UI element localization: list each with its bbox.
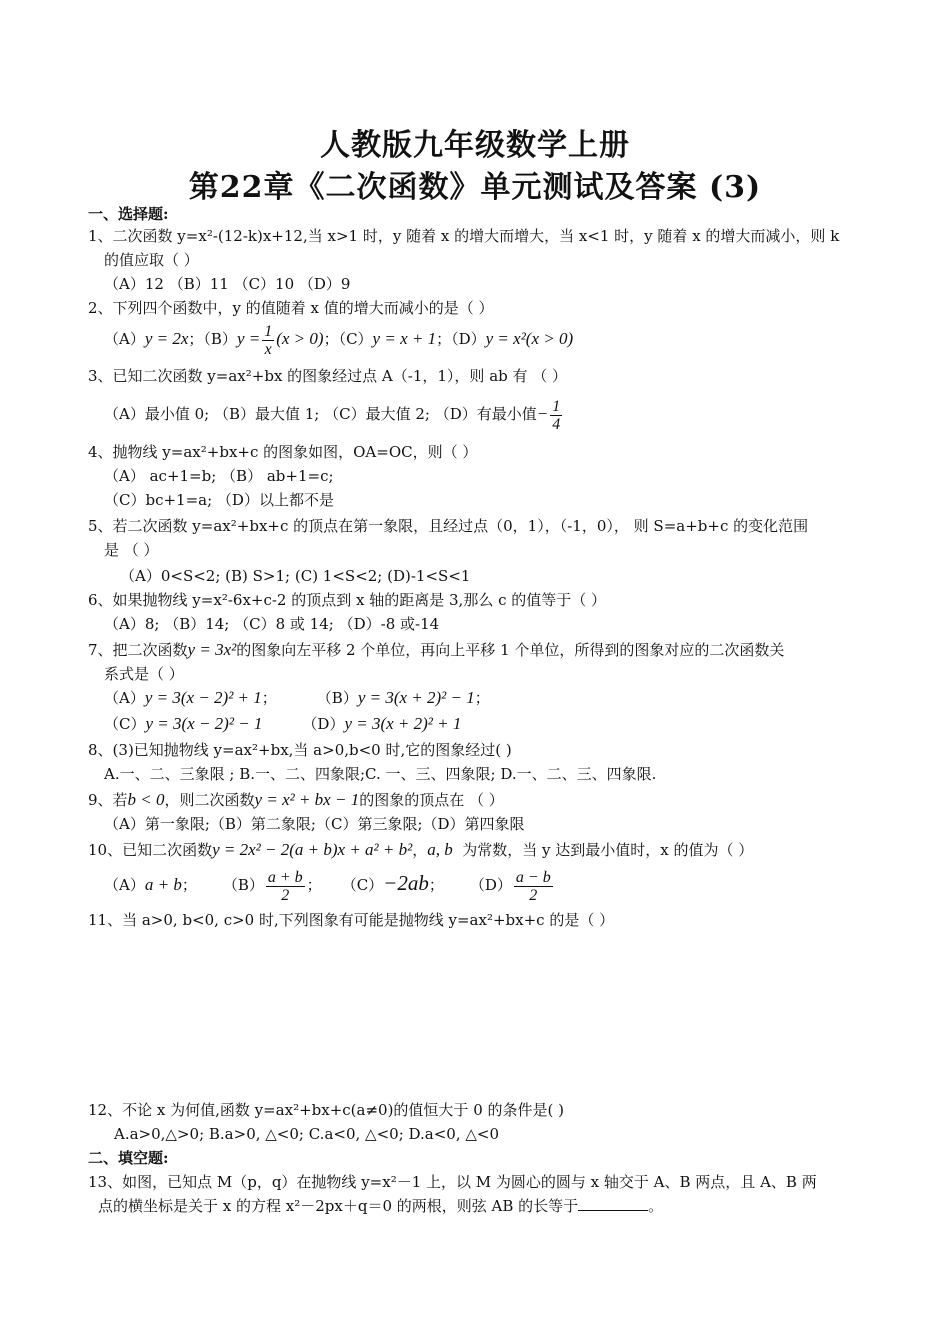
q9-mid: ，则二次函数: [164, 791, 255, 809]
q10-b-fraction: [266, 869, 305, 904]
q10-d-label: （D）: [469, 876, 512, 894]
q2-b-fraction: [262, 323, 274, 358]
q10-d-den: 2: [529, 886, 538, 904]
q5-text: 5、若二次函数 y=ax²+bx+c 的顶点在第一象限，且经过点（0，1），（-1，0）， 则 S=a+b+c 的变化范围: [88, 517, 809, 535]
q7-a-sep: ；: [261, 689, 277, 707]
q1-text-cont: 的值应取（ ）: [104, 251, 199, 269]
q13-text-cont-row: [98, 1196, 663, 1216]
q4-options-cd: （C）bc+1=a; （D）以上都不是: [104, 491, 334, 509]
q5-text-cont: 是 （ ）: [104, 541, 159, 559]
q2-text: 2、下列四个函数中，y 的值随着 x 值的增大而减小的是（ ）: [88, 299, 494, 317]
q7-text-cont: 系式是（ ）: [104, 665, 184, 683]
q10-b-num: a + b: [267, 868, 303, 886]
q13-text: 13、如图，已知点 M（p，q）在抛物线 y=x²－1 上，以 M 为圆心的圆与 x 轴交于 A、B 两点，且 A、B 两: [88, 1173, 817, 1191]
q10-options: [104, 864, 555, 904]
q2-b-den: x: [264, 340, 272, 358]
q7-a-label: （A）: [104, 689, 145, 707]
q9-text: [88, 788, 504, 812]
q10-b-sep: ；: [306, 876, 322, 894]
q5-options: （A）0<S<2; (B) S>1; (C) 1<S<2; (D)-1<S<1: [120, 567, 471, 585]
doc-title-line2: 第22章《二次函数》单元测试及答案 (3): [188, 170, 762, 205]
q2-b-label: ；（B）: [188, 330, 237, 348]
q7-text-pre: 7、把二次函数: [88, 641, 188, 659]
q10-expr: y = 2x² − 2(a + b)x + a² + b²: [212, 840, 413, 859]
q8-text: 8、(3)已知抛物线 y=ax²+bx,当 a>0,b<0 时,它的图象经过( ): [88, 741, 512, 759]
q10-c-sep: ；: [428, 876, 444, 894]
doc-title-line1: 人教版九年级数学上册: [320, 128, 630, 163]
q9-options: （A）第一象限;（B）第二象限;（C）第三象限;（D）第四象限: [104, 815, 525, 833]
q10-a-label: （A）: [104, 876, 145, 894]
q2-b-pre: y =: [236, 329, 261, 348]
q3-minus: −: [536, 404, 549, 423]
q11-text: 11、当 a>0, b<0, c>0 时,下列图象有可能是抛物线 y=ax²+bx+c 的是（ ）: [88, 911, 615, 929]
q2-c-label: ；（C）: [323, 330, 373, 348]
q7-d-expr: y = 3(x + 2)² + 1: [344, 714, 462, 733]
q7-c-expr: y = 3(x − 2)² − 1: [145, 714, 263, 733]
q2-d-label: ；（D）: [436, 330, 486, 348]
q7-b-expr: y = 3(x + 2)² − 1: [357, 688, 475, 707]
q3-options-row: [104, 396, 564, 433]
q10-d-num: a − b: [515, 868, 551, 886]
q7-options-ab: [104, 686, 490, 710]
q12-options: A.a>0,△>0; B.a>0, △<0; C.a<0, △<0; D.a<0, △<0: [114, 1125, 500, 1143]
q2-c-expr: y = x + 1: [372, 329, 437, 348]
q7-b-sep: ；: [474, 689, 490, 707]
q7-c-label: （C）: [104, 715, 146, 733]
q2-b-post: (x > 0): [276, 329, 324, 348]
q10-mid: ，: [412, 841, 428, 859]
q3-text: 3、已知二次函数 y=ax²+bx 的图象经过点 A（-1，1），则 ab 有 （ ）: [88, 367, 568, 385]
q7-d-label: （D）: [302, 715, 345, 733]
q2-a-expr: y = 2x: [144, 329, 189, 348]
q7-text-post: 的图象向左平移 2 个单位，再向上平移 1 个单位，所得到的图象对应的二次函数关: [236, 641, 785, 659]
answer-blank[interactable]: [578, 1196, 648, 1211]
q6-options: （A）8; （B）14; （C）8 或 14; （D）-8 或-14: [104, 615, 440, 633]
q6-text: 6、如果抛物线 y=x²-6x+c-2 的顶点到 x 轴的距离是 3,那么 c 的值等于（ ）: [88, 591, 607, 609]
section-choice-heading: 一、选择题:: [88, 205, 169, 223]
q7-a-expr: y = 3(x − 2)² + 1: [144, 688, 262, 707]
q9-expr: y = x² + bx − 1: [254, 790, 360, 809]
q3-fraction: [550, 398, 562, 433]
q13-end: 。: [648, 1197, 664, 1215]
q1-text: 1、二次函数 y=x²-(12-k)x+12,当 x>1 时，y 随着 x 的增大而增大，当 x<1 时，y 随着 x 的增大而减小，则 k: [88, 227, 840, 245]
q2-b-num: 1: [264, 322, 273, 340]
q10-c-label: （C）: [341, 876, 384, 894]
q10-pre: 10、已知二次函数: [88, 841, 213, 859]
q7-options-cd: [104, 712, 461, 736]
q10-c-expr: −2ab: [383, 871, 429, 895]
q12-text: 12、不论 x 为何值,函数 y=ax²+bx+c(a≠0)的值恒大于 0 的条件是( ): [88, 1101, 564, 1119]
q1-options: （A）12 （B）11 （C）10 （D）9: [104, 275, 351, 293]
q7-expr: y = 3x²: [187, 640, 237, 659]
q10-d-fraction: [514, 869, 553, 904]
q10-b-den: 2: [281, 886, 290, 904]
q3-options: （A）最小值 0; （B）最大值 1; （C）最大值 2; （D）有最小值: [104, 405, 537, 423]
q9-pre: 9、若: [88, 791, 128, 809]
q2-a-label: （A）: [104, 330, 145, 348]
q8-options: A.一、二、三象限 ; B.一、二、四象限;C. 一、三、四象限; D.一、二、三、四象限.: [104, 765, 657, 783]
q13-text-cont: 点的横坐标是关于 x 的方程 x²－2px＋q＝0 的两根，则弦 AB 的长等于: [98, 1197, 579, 1215]
q10-text: [88, 838, 753, 862]
q2-d-expr: y = x²(x > 0): [485, 329, 574, 348]
q4-text: 4、抛物线 y=ax²+bx+c 的图象如图，OA=OC，则（ ）: [88, 443, 478, 461]
q9-cond: b < 0: [127, 790, 165, 809]
q10-vars: a, b: [427, 840, 453, 859]
q2-options: [104, 322, 573, 358]
q4-options-ab: （A） ac+1=b; （B） ab+1=c;: [104, 467, 334, 485]
q10-post: 为常数，当 y 达到最小值时，x 的值为（ ）: [462, 841, 754, 859]
q3-frac-den: 4: [552, 415, 561, 433]
q10-a-sep: ；: [181, 876, 197, 894]
q9-post: 的图象的顶点在 （ ）: [359, 791, 504, 809]
q10-b-label: （B）: [222, 876, 264, 894]
section-fill-heading: 二、填空题:: [88, 1149, 169, 1167]
q7-text: [88, 638, 784, 662]
q7-b-label: （B）: [316, 689, 358, 707]
q3-frac-num: 1: [552, 397, 561, 415]
q10-a-expr: a + b: [144, 875, 182, 894]
